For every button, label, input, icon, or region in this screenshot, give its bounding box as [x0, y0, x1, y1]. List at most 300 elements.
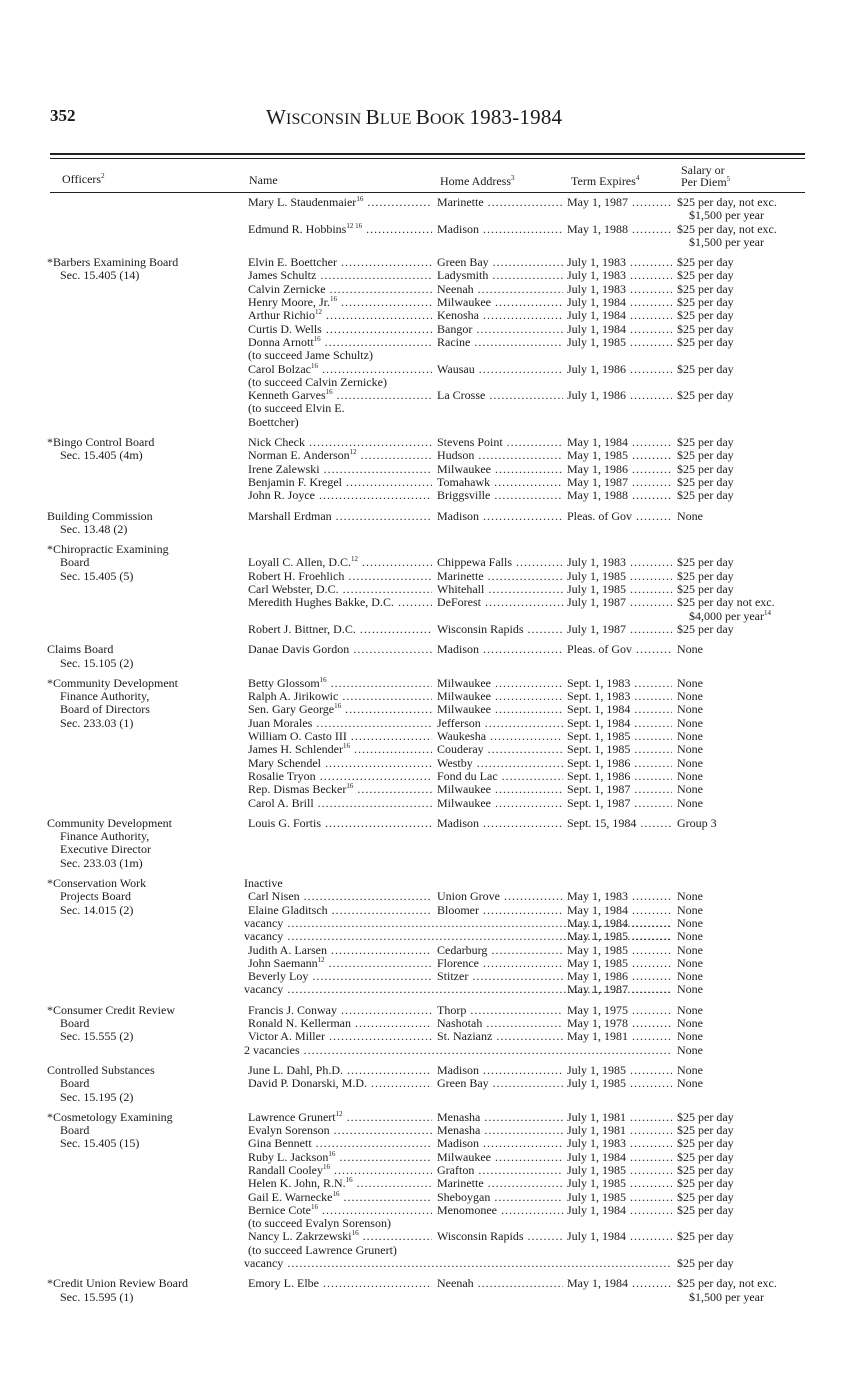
term-expires: July 1, 1984 .....: [567, 1204, 672, 1217]
member-row: [0, 309, 859, 322]
member-row: [0, 717, 859, 730]
member-row: [0, 583, 859, 596]
term-expires: May 1, 1984 .....: [567, 904, 672, 917]
home-address: Menomonee .....: [437, 1204, 563, 1217]
salary: $25 per day: [677, 1177, 734, 1191]
member-name: Carol A. Brill .....: [248, 797, 432, 810]
member-name: Victor A. Miller .....: [248, 1030, 432, 1043]
board-subline: Sec. 15.595 (1): [60, 1289, 134, 1304]
col-header-name: Name: [249, 173, 278, 187]
member-name: Lawrence Grunert$^{12}$ .....: [248, 1111, 432, 1124]
member-row: [0, 890, 859, 903]
member-row: [0, 449, 859, 462]
status-label: Inactive: [244, 877, 283, 891]
salary: $25 per day: [677, 475, 734, 489]
board-subline: Sec. 13.48 (2): [60, 521, 128, 536]
header-rule-second: [50, 158, 805, 159]
page-title: [266, 105, 562, 130]
member-row: [0, 730, 859, 743]
vacancy-label: vacancy .....: [244, 983, 672, 996]
term-expires: July 1, 1984 .....: [567, 309, 672, 322]
member-row: [0, 463, 859, 476]
member-name: Rep. Dismas Becker$^{16}$ .....: [248, 783, 432, 796]
board-title: Claims Board: [47, 642, 114, 657]
salary: None: [677, 916, 703, 930]
term-expires: July 1, 1981 .....: [567, 1124, 672, 1137]
home-address: Chippewa Falls .....: [437, 556, 563, 569]
home-address: Milwaukee .....: [437, 463, 563, 476]
home-address: Milwaukee .....: [437, 1151, 563, 1164]
member-row: [0, 743, 859, 756]
term-expires: Sept. 15, 1984 .....: [567, 817, 672, 830]
salary: None: [677, 743, 703, 757]
home-address: Briggsville .....: [437, 489, 563, 502]
member-name: Robert H. Froehlich .....: [248, 570, 432, 583]
member-row: [0, 1164, 859, 1177]
member-name: Loyall C. Allen, D.C.$^{12}$ .....: [248, 556, 432, 569]
salary: $25 per day: [677, 309, 734, 323]
salary: $25 per day: [677, 1203, 734, 1217]
term-expires: July 1, 1985 .....: [567, 1077, 672, 1090]
board-entry: [0, 543, 859, 636]
term-expires: May 1, 1987 .....: [567, 983, 672, 996]
term-expires: May 1, 1978 .....: [567, 1017, 672, 1030]
term-expires: Sept. 1, 1983 .....: [567, 690, 672, 703]
succession-note-row: [0, 1244, 859, 1257]
home-address: Fond du Lac .....: [437, 770, 563, 783]
member-name: Bernice Cote$^{16}$ .....: [248, 1204, 432, 1217]
term-expires: May 1, 1987 .....: [567, 476, 672, 489]
member-row: [0, 1004, 859, 1017]
succession-note: (to succeed Calvin Zernicke): [248, 374, 387, 389]
term-expires: May 1, 1988 .....: [567, 489, 672, 502]
salary: $25 per day: [677, 556, 734, 570]
home-address: Grafton .....: [437, 1164, 563, 1177]
board-title: *Cosmetology Examining: [47, 1109, 173, 1124]
home-address: Kenosha .....: [437, 309, 563, 322]
succession-note-row: [0, 1217, 859, 1230]
home-address: Wausau .....: [437, 363, 563, 376]
home-address: Nashotah .....: [437, 1017, 563, 1030]
salary: $25 per day: [677, 436, 734, 450]
home-address: Sheboygan .....: [437, 1191, 563, 1204]
member-row: [0, 543, 859, 556]
salary: None: [677, 890, 703, 904]
salary: None: [677, 730, 703, 744]
salary-continuation: [0, 1291, 859, 1304]
salary: $25 per day: [677, 335, 734, 349]
member-row: [0, 817, 859, 830]
member-name: June L. Dahl, Ph.D. .....: [248, 1064, 432, 1077]
board-entry: [0, 1064, 859, 1104]
board-title: *Consumer Credit Review: [47, 1002, 175, 1017]
member-name: Arthur Richio$^{12}$ .....: [248, 309, 432, 322]
term-expires: May 1, 1975 .....: [567, 1004, 672, 1017]
term-expires: July 1, 1983 .....: [567, 256, 672, 269]
term-expires: July 1, 1983 .....: [567, 269, 672, 282]
salary: None: [677, 1077, 703, 1091]
succession-note: Boettcher): [248, 414, 299, 429]
member-name: Evalyn Sorenson .....: [248, 1124, 432, 1137]
term-expires: Pleas. of Gov .....: [567, 510, 672, 523]
term-expires: Pleas. of Gov .....: [567, 643, 672, 656]
salary: None: [677, 643, 703, 657]
member-row: [0, 256, 859, 269]
member-list: [0, 677, 859, 810]
salary: None: [677, 1043, 703, 1057]
member-name: Robert J. Bittner, D.C. .....: [248, 623, 432, 636]
member-name: William O. Casto III .....: [248, 730, 432, 743]
home-address: Madison .....: [437, 1137, 563, 1150]
member-list: [0, 510, 859, 523]
salary: $25 per day: [677, 362, 734, 376]
member-row: [0, 783, 859, 796]
salary: $25 per day, not exc.: [677, 1277, 777, 1291]
member-name: Randall Cooley$^{16}$ .....: [248, 1164, 432, 1177]
member-name: Helen K. John, R.N.$^{16}$ .....: [248, 1177, 432, 1190]
member-row: [0, 1064, 859, 1077]
salary: $25 per day: [677, 1164, 734, 1177]
salary-continuation: [0, 209, 859, 222]
member-name: Rosalie Tryon .....: [248, 770, 432, 783]
salary: None: [677, 676, 703, 690]
member-row: [0, 690, 859, 703]
member-list: [0, 877, 859, 997]
member-list: [0, 543, 859, 636]
member-row: [0, 1030, 859, 1043]
member-row: [0, 677, 859, 690]
member-list: [0, 1111, 859, 1271]
member-name: Gail E. Warnecke$^{16}$ .....: [248, 1191, 432, 1204]
succession-note: (to succeed Evalyn Sorenson): [248, 1216, 391, 1231]
succession-note-row: [0, 402, 859, 415]
term-expires: July 1, 1986 .....: [567, 389, 672, 402]
vacancy-label: vacancy .....: [244, 930, 672, 943]
member-name: Mary L. Staudenmaier$^{16}$ .....: [248, 196, 432, 209]
vacancy-row: [0, 917, 859, 930]
home-address: Milwaukee .....: [437, 690, 563, 703]
member-name: Beverly Loy .....: [248, 970, 432, 983]
term-expires: May 1, 1984 .....: [567, 436, 672, 449]
salary-cap: $4,000 per year$^{14}$: [689, 608, 771, 623]
succession-note-row: [0, 349, 859, 362]
board-title: *Bingo Control Board: [47, 435, 155, 450]
board-subline: Sec. 14.015 (2): [60, 902, 134, 917]
member-list: [0, 1277, 859, 1304]
board-entry: [0, 643, 859, 670]
home-address: Couderay .....: [437, 743, 563, 756]
member-row: [0, 1017, 859, 1030]
header-rule-bottom: [50, 192, 805, 193]
member-row: [0, 510, 859, 523]
member-name: Marshall Erdman .....: [248, 510, 432, 523]
member-row: [0, 1151, 859, 1164]
term-expires: July 1, 1985 .....: [567, 1164, 672, 1177]
header-rule-top: [50, 153, 805, 155]
member-name: Juan Morales .....: [248, 717, 432, 730]
board-subline: Sec. 15.405 (14): [60, 268, 140, 283]
board-entry: [0, 436, 859, 503]
salary: $25 per day, not exc.: [677, 196, 777, 209]
member-name: John R. Joyce .....: [248, 489, 432, 502]
term-expires: July 1, 1986 .....: [567, 363, 672, 376]
member-row: [0, 596, 859, 609]
member-row: [0, 1177, 859, 1190]
home-address: Marinette .....: [437, 1177, 563, 1190]
salary: $25 per day: [677, 1110, 734, 1124]
home-address: Thorp .....: [437, 1004, 563, 1017]
salary: None: [677, 983, 703, 997]
title-years: 1983-1984: [469, 105, 563, 129]
home-address: Madison .....: [437, 223, 563, 236]
member-row: [0, 703, 859, 716]
member-row: [0, 336, 859, 349]
term-expires: May 1, 1985 .....: [567, 930, 672, 943]
term-expires: Sept. 1, 1986 .....: [567, 770, 672, 783]
member-row: [0, 570, 859, 583]
salary: None: [677, 796, 703, 810]
term-expires: May 1, 1985 .....: [567, 957, 672, 970]
term-expires: May 1, 1986 .....: [567, 463, 672, 476]
board-entry: [0, 1111, 859, 1271]
member-name: Danae Davis Gordon .....: [248, 643, 432, 656]
entry-spacer: [0, 636, 859, 643]
member-name: Benjamin F. Kregel .....: [248, 476, 432, 489]
term-expires: July 1, 1984 .....: [567, 1151, 672, 1164]
member-name: Norman E. Anderson$^{12}$ .....: [248, 449, 432, 462]
board-subline: Sec. 15.555 (2): [60, 1029, 134, 1044]
salary: $25 per day: [677, 1190, 734, 1204]
member-list: [0, 196, 859, 249]
board-subline: Board: [60, 1123, 90, 1138]
home-address: Tomahawk .....: [437, 476, 563, 489]
board-subline: Board: [60, 1016, 90, 1031]
member-name: James Schultz .....: [248, 269, 432, 282]
member-name: Nick Check .....: [248, 436, 432, 449]
board-entry: [0, 256, 859, 429]
term-expires: May 1, 1985 .....: [567, 449, 672, 462]
member-row: [0, 1077, 859, 1090]
board-entry: [0, 1277, 859, 1304]
member-name: Mary Schendel .....: [248, 757, 432, 770]
vacancy-row: [0, 1257, 859, 1270]
home-address: Milwaukee .....: [437, 296, 563, 309]
member-name: Meredith Hughes Bakke, D.C. .....: [248, 596, 432, 609]
salary: $25 per day: [677, 569, 734, 583]
member-name: Henry Moore, Jr.$^{16}$ .....: [248, 296, 432, 309]
salary: None: [677, 956, 703, 970]
term-expires: July 1, 1985 .....: [567, 336, 672, 349]
member-name: Kenneth Garves$^{16}$ .....: [248, 389, 432, 402]
salary: None: [677, 769, 703, 783]
board-entry: [0, 877, 859, 997]
board-subline: Board of Directors: [60, 702, 150, 717]
member-list: [0, 1064, 859, 1091]
salary: None: [677, 716, 703, 730]
board-subline: Board: [60, 1076, 90, 1091]
member-row: [0, 283, 859, 296]
salary: $25 per day: [677, 1124, 734, 1138]
member-name: Calvin Zernicke .....: [248, 283, 432, 296]
member-list: [0, 436, 859, 502]
term-expires: May 1, 1984 .....: [567, 917, 672, 930]
board-subline: Sec. 15.195 (2): [60, 1089, 134, 1104]
salary: None: [677, 1030, 703, 1044]
term-expires: July 1, 1984 .....: [567, 323, 672, 336]
roster-table: [0, 196, 859, 1304]
member-name: Elaine Gladitsch .....: [248, 904, 432, 917]
term-expires: Sept. 1, 1983 .....: [567, 677, 672, 690]
vacancy-row: [0, 1044, 859, 1057]
salary: $25 per day: [677, 622, 734, 636]
member-name: Sen. Gary George$^{16}$ .....: [248, 703, 432, 716]
salary: None: [677, 690, 703, 704]
member-row: [0, 196, 859, 209]
term-expires: Sept. 1, 1986 .....: [567, 757, 672, 770]
salary: $25 per day: [677, 449, 734, 463]
board-title: Community Development: [47, 815, 172, 830]
salary: $25 per day: [677, 256, 734, 270]
board-subline: Sec. 15.405 (5): [60, 568, 134, 583]
home-address: Racine .....: [437, 336, 563, 349]
member-name: Curtis D. Wells .....: [248, 323, 432, 336]
home-address: Wisconsin Rapids .....: [437, 623, 563, 636]
salary: None: [677, 970, 703, 984]
salary: $25 per day: [677, 322, 734, 336]
term-expires: July 1, 1981 .....: [567, 1111, 672, 1124]
salary: $25 per day: [677, 1150, 734, 1164]
member-name: Ruby L. Jackson$^{16}$ .....: [248, 1151, 432, 1164]
home-address: Marinette .....: [437, 570, 563, 583]
term-expires: July 1, 1987 .....: [567, 623, 672, 636]
status-row: [0, 877, 859, 890]
member-name: David P. Donarski, M.D. .....: [248, 1077, 432, 1090]
term-expires: July 1, 1985 .....: [567, 1177, 672, 1190]
member-row: [0, 1277, 859, 1290]
title-word-3: BOOK: [415, 105, 470, 129]
home-address: Whitehall .....: [437, 583, 563, 596]
term-expires: Sept. 1, 1984 .....: [567, 717, 672, 730]
home-address: Milwaukee .....: [437, 797, 563, 810]
member-name: Irene Zalewski .....: [248, 463, 432, 476]
salary: $25 per day: [677, 583, 734, 597]
board-entry: [0, 510, 859, 537]
term-expires: July 1, 1985 .....: [567, 1064, 672, 1077]
member-list: [0, 256, 859, 429]
member-name: Nancy L. Zakrzewski$^{16}$ .....: [248, 1230, 432, 1243]
member-name: Judith A. Larsen .....: [248, 944, 432, 957]
term-expires: July 1, 1985 .....: [567, 583, 672, 596]
board-title: Controlled Substances: [47, 1062, 155, 1077]
home-address: St. Nazianz .....: [437, 1030, 563, 1043]
member-name: Carl Nisen .....: [248, 890, 432, 903]
member-row: [0, 904, 859, 917]
term-expires: July 1, 1983 .....: [567, 1137, 672, 1150]
succession-note-row: [0, 416, 859, 429]
member-row: [0, 269, 859, 282]
salary: None: [677, 943, 703, 957]
home-address: Bangor .....: [437, 323, 563, 336]
term-expires: May 1, 1984 .....: [567, 1277, 672, 1290]
board-title: *Barbers Examining Board: [47, 255, 179, 270]
term-expires: July 1, 1987 .....: [567, 596, 672, 609]
salary: $25 per day: [677, 296, 734, 310]
salary: $25 per day: [677, 1230, 734, 1244]
home-address: Madison .....: [437, 1064, 563, 1077]
home-address: Westby .....: [437, 757, 563, 770]
vacancy-label: vacancy .....: [244, 1257, 672, 1270]
member-name: James H. Schlender$^{16}$ .....: [248, 743, 432, 756]
col-header-term-expires: Term Expires$^4$: [571, 174, 640, 188]
board-entry: [0, 817, 859, 870]
member-list: [0, 643, 859, 656]
term-expires: May 1, 1985 .....: [567, 944, 672, 957]
home-address: Florence .....: [437, 957, 563, 970]
home-address: Hudson .....: [437, 449, 563, 462]
board-subline: Sec. 15.105 (2): [60, 655, 134, 670]
member-name: Francis J. Conway .....: [248, 1004, 432, 1017]
board-subline: Executive Director: [60, 842, 151, 857]
home-address: Stevens Point .....: [437, 436, 563, 449]
member-row: [0, 556, 859, 569]
member-row: [0, 363, 859, 376]
term-expires: May 1, 1983 .....: [567, 890, 672, 903]
board-subline: Finance Authority,: [60, 829, 150, 844]
term-expires: Sept. 1, 1985 .....: [567, 743, 672, 756]
board-subline: Sec. 233.03 (1): [60, 715, 134, 730]
home-address: Stitzer .....: [437, 970, 563, 983]
member-row: [0, 797, 859, 810]
member-row: [0, 1124, 859, 1137]
salary: $25 per day: [677, 489, 734, 503]
member-row: [0, 476, 859, 489]
board-subline: Projects Board: [60, 889, 131, 904]
member-row: [0, 1191, 859, 1204]
salary: $25 per day: [677, 389, 734, 403]
home-address: Milwaukee .....: [437, 783, 563, 796]
salary-cap: $1,500 per year: [689, 234, 764, 249]
member-name: Edmund R. Hobbins$^{12 16}$ .....: [248, 223, 432, 236]
member-name: Carol Bolzac$^{16}$ .....: [248, 363, 432, 376]
succession-note: (to succeed Jame Schultz): [248, 348, 373, 363]
member-row: [0, 643, 859, 656]
home-address: Milwaukee .....: [437, 703, 563, 716]
home-address: Union Grove .....: [437, 890, 563, 903]
page-number: 352: [50, 106, 76, 125]
member-name: John Saemann$^{12}$ .....: [248, 957, 432, 970]
title-word-1: WISCONSIN: [266, 105, 366, 129]
member-row: [0, 770, 859, 783]
salary-continuation: [0, 236, 859, 249]
member-row: [0, 436, 859, 449]
board-subline: Sec. 15.405 (4m): [60, 448, 143, 463]
member-row: [0, 757, 859, 770]
salary-cap: $1,500 per year: [689, 208, 764, 223]
member-row: [0, 1204, 859, 1217]
home-address: Green Bay .....: [437, 1077, 563, 1090]
col-header-officers: Officers$^2$: [62, 172, 105, 186]
salary: $25 per day: [677, 462, 734, 476]
member-name: Gina Bennett .....: [248, 1137, 432, 1150]
member-row: [0, 623, 859, 636]
home-address: Ladysmith .....: [437, 269, 563, 282]
salary: $25 per day not exc.: [677, 596, 775, 610]
home-address: Bloomer .....: [437, 904, 563, 917]
salary: None: [677, 1063, 703, 1077]
member-name: Ronald N. Kellerman .....: [248, 1017, 432, 1030]
salary: None: [677, 756, 703, 770]
member-name: Elvin E. Boettcher .....: [248, 256, 432, 269]
